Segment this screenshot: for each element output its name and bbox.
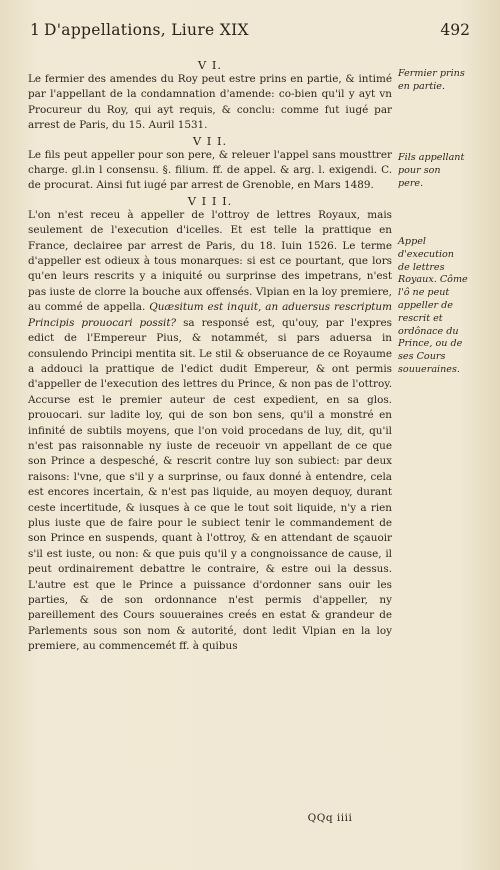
section-numeral-7: V I I. [192, 133, 228, 148]
signature-mark: QQq iiii [307, 812, 353, 824]
section-text-8 [28, 208, 392, 655]
section-text-6: Le fermier des amendes du Roy peut estre prins en partie, & intimé par l'appellant de la condamnation d'amende: co-bien qu'il y ayt vn Procureur du Roy, qui ayt requis, & conclu: comme fut iugé par arrest de Paris, du 15. Auril 1531. [28, 73, 392, 132]
running-header [30, 18, 470, 42]
section-text-7: Le fils peut appeller pour son pere, & releuer l'appel sans mousttrer charge. gl.in l consensu. §. filium. ff. de appel. & arg. l. exigendi. C. de procurat. Ainsi fut iugé par arrest de Grenoble, en Mars 1489. [28, 148, 392, 192]
section-8-text-part-1: L'on n'est receu à appeller de l'ottroy de lettres Royaux, mais seulement de l'execution d'icelles. Et est telle la prattique en France, declairee par arrest de Paris, du 18. Iuin 1526. Le terme d'appeller est odieux à tous monarques: si est ce pourtant, que lors qu'en leurs rescrits y a iniquité ou surprinse des impetrans, n'est pas iuste de clorre la bouche aux offensés. Vlpian en la loy premiere, au commé de appella. [28, 208, 392, 314]
margin-note-fils: Fils appellant pour son pere. [398, 152, 465, 189]
header-number: 1 [30, 21, 40, 39]
main-text-column [28, 58, 392, 655]
section-numeral-6: V I. [197, 58, 223, 72]
margin-note-fermier: Fermier prins en partie. [398, 68, 465, 92]
margin-note-appel: Appel d'execution de lettres Royaux. Côme l'ô ne peut appeller de rescrit et ordônace du Prince, ou de ses Cours souueraines. [398, 236, 468, 375]
section-8-italic-quote: Quæsitum est inquit, an aduersus rescriptum Principis prouocari possit? [28, 301, 392, 329]
section-numeral-8: V I I I. [187, 193, 233, 208]
section-8-text-part-2: sa responsé est, qu'ouy, par l'expres edict de l'Empereur Pius, & notammét, si pars aduersa in consulendo Principi mentita sit. Le stil & obseruance de ce Royaume a addouci la prattique de l'edict dudit Empereur, & ont permis d'appeller de l'execution des lettres du Prince, & non pas de l'ottroy. Accurse est le premier auteur de cest expedient, en sa glos. prouocari. sur ladite loy, qui de son bon sens, qu'il a monstré en infinité de subtils moyens, que l'on void procedans de luy, dit, qu'il n'est pas raisonnable ny iuste de receuoir vn appellant de ce que son Prince a despesché, & rescrit contre luy son subiect: par deux raisons: l'vne, que s'il y a surprinse, ou faux donné à entendre, cela est encores incertain, & n'est pas liquide, au moyen dequoy, durant ceste incertitude, & iusques à ce que le tout soit liquide, n'y a rien plus iuste que de faire pour le subiect tenir le commandement de son Prince en suspends, quant à l'ottroy, & en attendant de sçauoir s'il est iuste, ou non: & que puis qu'il y a congnoissance de cause, il peut ordinairement debattre le contraire, & estre oui la dessus. L'autre est que le Prince a puissance d'ordonner sans ouir les parties, & de son ordonnance n'est permis d'appeller, ny pareillement des Cours souueraines creés en estat & grandeur de Parlements sous son nom & autorité, dont ledit Vlpian en la loy premiere, au commencemét ff. à quibus [28, 316, 392, 653]
header-title: D'appellations, Liure XIX [44, 21, 249, 39]
folio-number: 492 [440, 21, 470, 39]
